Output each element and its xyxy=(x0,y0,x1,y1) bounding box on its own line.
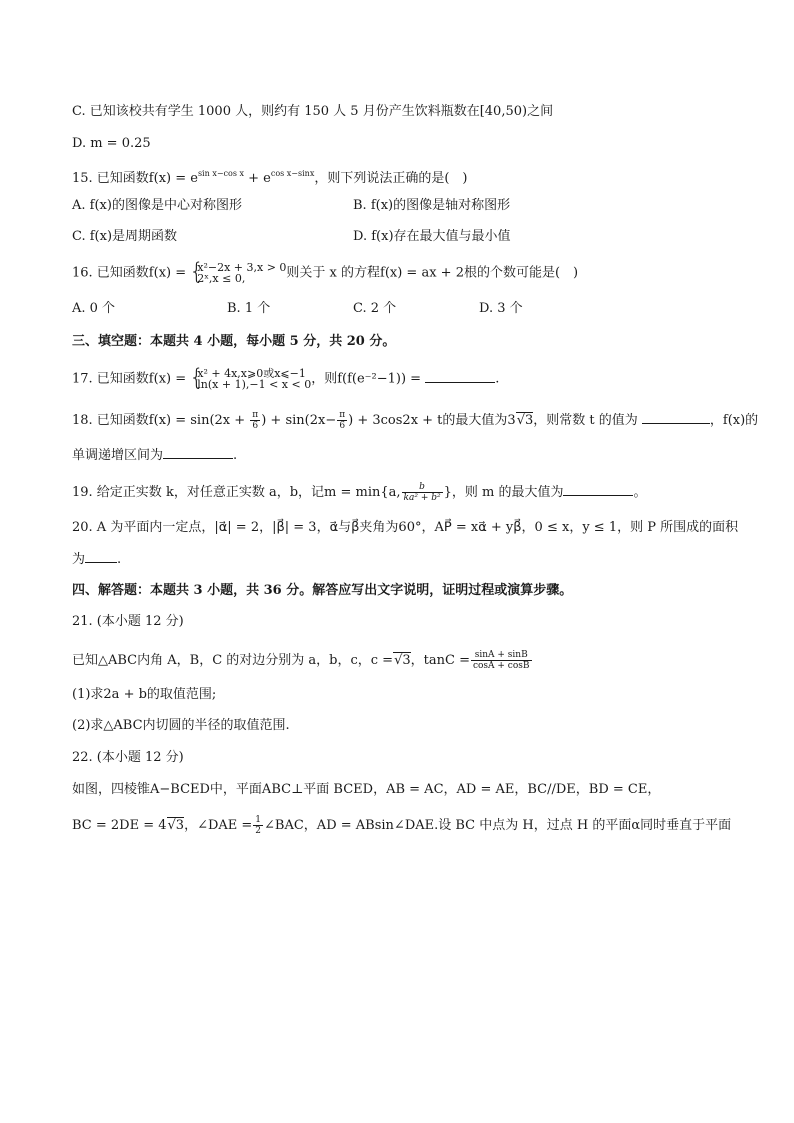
q21-stem-mid: ，tanC = xyxy=(410,653,470,668)
q22-sqrt: √3 xyxy=(167,818,185,833)
q22-frac-num: 1 xyxy=(255,815,262,825)
q20-line-1: 20. A 为平面内一定点，|α⃗| = 2，|β⃗| = 3，α⃗与β⃗夹角为60°，AP⃗ = xα⃗ + yβ⃗，0 ≤ x，y ≤ 1，则 P 所围成的面积 xyxy=(72,520,739,535)
q17-stem-prefix: 17. 已知函数f(x) = xyxy=(72,371,187,387)
q18-frac-2-num: π xyxy=(339,410,346,420)
q19-answer-blank[interactable] xyxy=(563,483,633,496)
q21-frac-den: cosA + cosB xyxy=(472,661,530,671)
q15-option-d: D. f(x)存在最大值与最小值 xyxy=(353,229,511,244)
q16-stem-prefix: 16. 已知函数f(x) = xyxy=(72,265,187,281)
q18-mid: ) + sin(2x− xyxy=(261,413,337,428)
q15-option-a: A. f(x)的图像是中心对称图形 xyxy=(72,198,242,213)
q21-part-2: (2)求△ABC内切圆的半径的取值范围. xyxy=(72,718,290,733)
q19-end: 。 xyxy=(633,485,647,500)
q22-frac-den: 2 xyxy=(255,826,262,836)
q22-line-1: 如图，四棱锥A−BCED中，平面ABC⊥平面 BCED，AB = AC，AD = AE，BC//DE，BD = CE， xyxy=(72,782,661,797)
q21-frac xyxy=(471,650,532,671)
q15-stem xyxy=(72,165,468,188)
q18-line-2-end: . xyxy=(233,448,238,463)
q18-sqrt: √3 xyxy=(516,413,534,428)
q19-frac-num: b xyxy=(402,482,443,493)
q16-option-a: A. 0 个 xyxy=(72,301,116,316)
q16-stem-suffix: 则关于 x 的方程f(x) = ax + 2根的个数可能是( ) xyxy=(286,265,579,281)
q17-case-2: ln(x + 1),−1 < x < 0 xyxy=(197,378,312,391)
q16-stem xyxy=(72,262,578,284)
q17-answer-blank[interactable] xyxy=(425,370,495,383)
q14-option-d: D. m = 0.25 xyxy=(72,136,151,151)
q21-frac-num: sinA + sinB xyxy=(471,650,532,661)
q16-case-2: 2ˣ,x ≤ 0, xyxy=(197,272,246,285)
section-3-heading: 三、填空题：本题共 4 小题，每小题 5 分，共 20 分。 xyxy=(72,334,396,349)
q18-stem-prefix: 18. 已知函数f(x) = sin(2x + xyxy=(72,413,246,428)
q22-line-2 xyxy=(72,815,731,836)
q16-option-d: D. 3 个 xyxy=(479,301,523,316)
q15-option-c: C. f(x)是周期函数 xyxy=(72,229,178,244)
q21-stem xyxy=(72,650,533,671)
q18-line-2-text: 单调递增区间为 xyxy=(72,448,164,463)
q20-line-2-end: . xyxy=(117,552,122,567)
q15-exponent-2: cos x−sinx xyxy=(270,169,315,178)
q20-line-2-prefix: 为 xyxy=(72,552,86,567)
q21-sqrt: √3 xyxy=(394,653,411,668)
q18-answer-blank-2[interactable] xyxy=(163,446,233,459)
q16-piecewise xyxy=(190,262,286,284)
q15-exponent-1: sin x−cos x xyxy=(197,169,244,178)
q15-plus: + e xyxy=(243,171,271,186)
q15-option-b: B. f(x)的图像是轴对称图形 xyxy=(353,198,511,213)
q17-case-1: { x² + 4x,x⩾0或x⩽−1 xyxy=(197,367,306,380)
q22-frac xyxy=(253,815,263,836)
q18-frac-1-den: 6 xyxy=(252,421,259,431)
q18-answer-blank-1[interactable] xyxy=(642,411,710,424)
q19-stem-suffix: }，则 m 的最大值为 xyxy=(443,485,564,500)
q18-frac-1-num: π xyxy=(252,410,259,420)
q16-case-1: { x²−2x + 3,x > 0 xyxy=(197,261,287,274)
q18-stem xyxy=(72,410,758,431)
q22-title: 22. (本小题 12 分) xyxy=(72,750,184,765)
q15-stem-prefix: 15. 已知函数f(x) = e xyxy=(72,171,198,186)
q17-stem-suffix: ，则f(f(e⁻²−1)) = xyxy=(311,371,422,387)
q19-stem-prefix: 19. 给定正实数 k，对任意正实数 a，b，记m = min{a, xyxy=(72,485,401,500)
q22-line-2-prefix: BC = 2DE = 4 xyxy=(72,818,167,833)
q18-after-blank: ，f(x)的 xyxy=(709,413,759,428)
q16-option-c: C. 2 个 xyxy=(353,301,397,316)
q17-end: . xyxy=(495,371,500,387)
q19-stem xyxy=(72,482,646,503)
q18-tail: ) + 3cos2x + t的最大值为3 xyxy=(348,413,516,428)
q21-title: 21. (本小题 12 分) xyxy=(72,614,184,629)
q20-answer-blank[interactable] xyxy=(85,550,117,563)
q22-line-2-mid: ，∠DAE = xyxy=(184,818,253,833)
q17-stem xyxy=(72,368,499,390)
q21-stem-prefix: 已知△ABC内角 A，B，C 的对边分别为 a，b，c，c = xyxy=(72,653,394,668)
q18-frac-1 xyxy=(250,410,260,431)
q17-piecewise xyxy=(190,368,311,390)
q14-option-c: C. 已知该校共有学生 1000 人，则约有 150 人 5 月份产生饮料瓶数在[40,50)之间 xyxy=(72,104,554,119)
q18-frac-2 xyxy=(337,410,347,431)
q19-frac xyxy=(402,482,443,503)
q18-frac-2-den: 6 xyxy=(339,421,346,431)
section-4-heading: 四、解答题：本题共 3 小题，共 36 分。解答应写出文字说明，证明过程或演算步骤。 xyxy=(72,583,573,598)
q22-line-2-suffix: ∠BAC，AD = ABsin∠DAE.设 BC 中点为 H，过点 H 的平面α同时垂直于平面 xyxy=(264,818,732,833)
q16-option-b: B. 1 个 xyxy=(227,301,271,316)
q18-line-2 xyxy=(72,446,237,465)
q21-part-1: (1)求2a + b的取值范围; xyxy=(72,687,217,702)
q18-after-max: ，则常数 t 的值为 xyxy=(533,413,638,428)
q19-frac-den: ka² + b² xyxy=(403,493,441,503)
q15-stem-suffix: ，则下列说法正确的是( ) xyxy=(314,171,468,186)
q20-line-2 xyxy=(72,550,121,569)
